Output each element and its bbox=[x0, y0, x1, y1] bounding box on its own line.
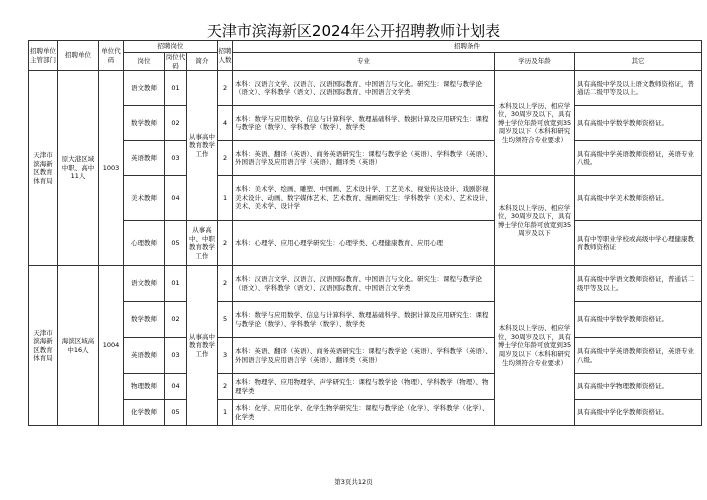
other-cell: 具有高级中学英语教师资格证，英语专业八级。 bbox=[575, 141, 702, 176]
count-cell: 1 bbox=[218, 176, 233, 221]
position-code-cell: 01 bbox=[165, 71, 187, 106]
table-row bbox=[29, 176, 702, 221]
header-count: 招聘人数 bbox=[218, 41, 233, 71]
count-cell: 3 bbox=[218, 338, 233, 374]
position-code-cell: 01 bbox=[165, 266, 187, 302]
position-cell: 英语教师 bbox=[124, 338, 165, 374]
major-cell: 本科：化学、应用化学、化学生物学研究生：课程与教学论（化学）、学科教学（化学）、化学类 bbox=[233, 400, 495, 426]
position-code-cell: 05 bbox=[165, 221, 187, 266]
position-code-cell: 02 bbox=[165, 106, 187, 141]
major-cell: 本科：英语、翻译（英语）、商务英语研究生：课程与教学论（英语）、学科教学（英语）、外国语言学及应用语言学（英语）、翻译类（英语） bbox=[233, 141, 495, 176]
edu-age-cell: 本科及以上学历、相应学位，30周岁及以下，具有博士学位年龄可放宽到35周岁及以下（本科和研究生均须符合专业要求） bbox=[495, 266, 575, 426]
unit-code-cell: 1004 bbox=[99, 266, 124, 426]
count-cell: 1 bbox=[218, 400, 233, 426]
count-cell: 2 bbox=[218, 374, 233, 400]
position-cell: 语文教师 bbox=[124, 266, 165, 302]
position-cell: 数学教师 bbox=[124, 302, 165, 338]
intro-cell: 从事高中、中职教育教学工作 bbox=[187, 221, 218, 266]
other-cell: 具有高级中学数学教师资格证。 bbox=[575, 302, 702, 338]
page-title: 天津市滨海新区2024年公开招聘教师计划表 bbox=[206, 22, 501, 40]
major-cell: 本科：数学与应用数学、信息与计算科学、数理基础科学、数据计算及应用研究生：课程与教学论（数学）、学科教学（数学）、数学类 bbox=[233, 106, 495, 141]
position-code-cell: 03 bbox=[165, 141, 187, 176]
major-cell: 本科：汉语言文学、汉语言、汉语国际教育、中国语言与文化。研究生：课程与教学论（语文）、学科教学（语文）、汉语国际教育、中国语言文学类 bbox=[233, 71, 495, 106]
count-cell: 4 bbox=[218, 106, 233, 141]
major-cell: 本科：数学与应用数学、信息与计算科学、数理基础科学、数据计算及应用研究生：课程与教学论（数学）、学科教学（数学）、数学类 bbox=[233, 302, 495, 338]
other-cell: 具有高级中学化学教师资格证。 bbox=[575, 400, 702, 426]
other-cell: 具有高级中学语文教师资格证，普通话二级甲等及以上。 bbox=[575, 266, 702, 302]
other-cell: 具有中等职业学校或高级中学心理健康教育教师资格证 bbox=[575, 221, 702, 266]
position-cell: 化学教师 bbox=[124, 400, 165, 426]
table-row bbox=[29, 374, 702, 400]
major-cell: 本科：汉语言文学、汉语言、汉语国际教育、中国语言与文化。研究生：课程与教学论（语文）、学科教学（语文）、汉语国际教育、中国语言文学类 bbox=[233, 266, 495, 302]
position-cell: 美术教师 bbox=[124, 176, 165, 221]
table-row bbox=[29, 106, 702, 141]
position-code-cell: 04 bbox=[165, 374, 187, 400]
table-row bbox=[29, 266, 702, 302]
dept-cell: 天津市滨海新区教育体育局 bbox=[29, 266, 58, 426]
count-cell: 2 bbox=[218, 266, 233, 302]
edu-age-cell: 本科及以上学历、相应学位，30周岁及以下，具有博士学位年龄可放宽到35周岁及以下（本科和研究生均须符合专业要求） bbox=[495, 71, 575, 176]
header-major: 专业 bbox=[233, 53, 495, 71]
position-cell: 语文教师 bbox=[124, 71, 165, 106]
position-cell: 心理教师 bbox=[124, 221, 165, 266]
count-cell: 2 bbox=[218, 141, 233, 176]
position-cell: 英语教师 bbox=[124, 141, 165, 176]
other-cell: 具有高级中学英语教师资格证，英语专业八级。 bbox=[575, 338, 702, 374]
dept-cell: 天津市滨海新区教育体育局 bbox=[29, 71, 58, 266]
header-dept: 招聘单位主管部门 bbox=[29, 41, 58, 71]
intro-cell: 从事高中教育教学工作 bbox=[187, 71, 218, 221]
recruitment-table bbox=[28, 40, 702, 426]
header-position: 岗位 bbox=[124, 53, 165, 71]
other-cell: 具有高级中学物理教师资格证。 bbox=[575, 374, 702, 400]
header-intro: 简介 bbox=[187, 53, 218, 71]
unit-cell: 原大港区域中职、高中11人 bbox=[58, 71, 99, 266]
position-code-cell: 05 bbox=[165, 400, 187, 426]
count-cell: 5 bbox=[218, 302, 233, 338]
table-row bbox=[29, 338, 702, 374]
edu-age-cell: 本科及以上学历、相应学位，30周岁及以下，具有博士学位年龄可放宽到35周岁及以下 bbox=[495, 176, 575, 266]
table-row bbox=[29, 141, 702, 176]
major-cell: 本科：美术学、绘画、雕塑、中国画、艺术设计学、工艺美术、视觉传达设计、戏剧影视美术设计、动画、数字媒体艺术、艺术教育、漫画研究生：学科教学（美术）、艺术设计、美术、美术学、设计学 bbox=[233, 176, 495, 221]
header-position-code: 岗位代码 bbox=[165, 53, 186, 70]
table-row bbox=[29, 221, 702, 266]
position-code-cell: 03 bbox=[165, 338, 187, 374]
header-unit-code: 单位代码 bbox=[99, 41, 124, 71]
count-cell: 2 bbox=[218, 221, 233, 266]
unit-cell: 海滨区域高中16人 bbox=[58, 266, 99, 426]
position-code-cell: 02 bbox=[165, 302, 187, 338]
major-cell: 本科：心理学、应用心理学研究生：心理学类、心理健康教育、应用心理 bbox=[233, 221, 495, 266]
table-row bbox=[29, 400, 702, 426]
other-cell: 具有高级中学数学教师资格证。 bbox=[575, 106, 702, 141]
intro-cell: 从事高中教育教学工作 bbox=[187, 266, 218, 426]
count-cell: 2 bbox=[218, 71, 233, 106]
header-position-group: 招聘岗位 bbox=[124, 41, 218, 53]
position-cell: 数学教师 bbox=[124, 106, 165, 141]
other-cell: 具有高级中学及以上语文教师资格证，普通话二级甲等及以上。 bbox=[575, 71, 702, 106]
header-conditions: 招聘条件 bbox=[233, 41, 702, 53]
unit-code-cell: 1003 bbox=[99, 71, 124, 266]
table-row bbox=[29, 71, 702, 106]
major-cell: 本科：物理学、应用物理学、声学研究生：课程与教学论（物理）、学科教学（物理）、物理学类 bbox=[233, 374, 495, 400]
header-other: 其它 bbox=[575, 53, 702, 71]
position-code-cell: 04 bbox=[165, 176, 187, 221]
header-edu-age: 学历及年龄 bbox=[495, 53, 575, 71]
page-footer: 第3页共12页 bbox=[334, 478, 373, 486]
other-cell: 具有高级中学美术教师资格证。 bbox=[575, 176, 702, 221]
table-row bbox=[29, 302, 702, 338]
header-unit: 招聘单位 bbox=[58, 41, 99, 71]
position-cell: 物理教师 bbox=[124, 374, 165, 400]
major-cell: 本科：英语、翻译（英语）、商务英语研究生：课程与教学论（英语）、学科教学（英语）、外国语言学及应用语言学（英语）、翻译类（英语） bbox=[233, 338, 495, 374]
